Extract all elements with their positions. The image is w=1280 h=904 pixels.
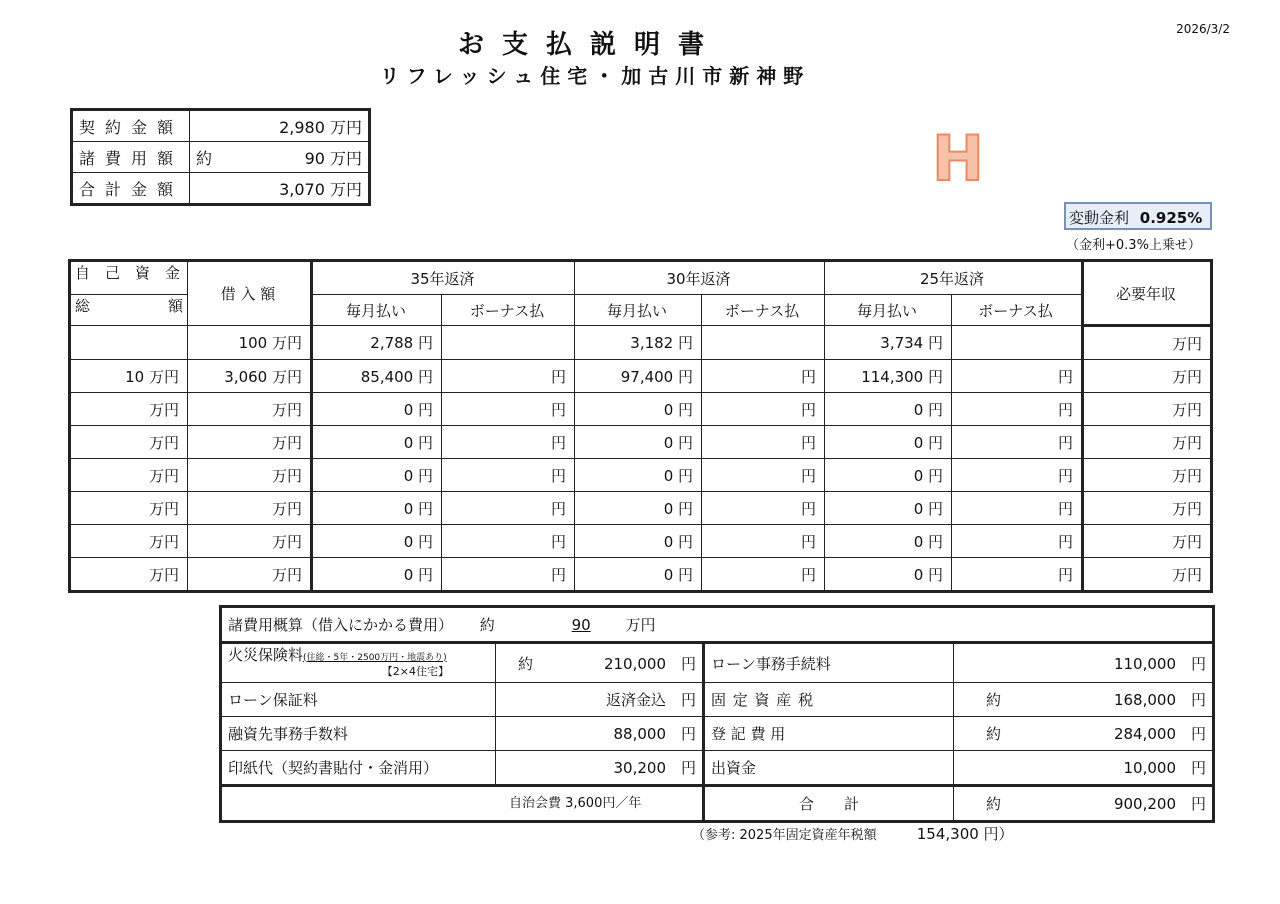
summary-label: 契約金額 <box>72 110 190 142</box>
registration-label: 登 記 費 用 <box>704 717 954 751</box>
price-summary-table <box>70 108 371 206</box>
cell-m30: 0 円 <box>575 393 702 426</box>
property-tax-value: 168,000 円 <box>1113 691 1206 709</box>
cell-inc: 万円 <box>1083 360 1212 393</box>
guarantee-row <box>221 683 1214 717</box>
cell-b35: 円 <box>442 426 575 459</box>
fire-insurance-detail2: 【2×4住宅】 <box>381 664 449 678</box>
cell-m35: 0 円 <box>312 393 442 426</box>
interest-rate-box <box>1064 202 1212 230</box>
property-tax-cell <box>954 683 1214 717</box>
fire-insurance-detail: (住総・5年・2500万円・地震あり) <box>303 652 447 663</box>
cell-b30: 円 <box>702 459 825 492</box>
cell-loan: 万円 <box>188 492 312 525</box>
cell-m35: 0 円 <box>312 492 442 525</box>
cell-b30: 円 <box>702 558 825 592</box>
cell-inc: 万円 <box>1083 459 1212 492</box>
cell-inc: 万円 <box>1083 326 1212 360</box>
cell-b35: 円 <box>442 459 575 492</box>
cell-b25: 円 <box>952 459 1083 492</box>
cell-b25: 円 <box>952 393 1083 426</box>
cell-b30: 円 <box>702 426 825 459</box>
cell-m30: 0 円 <box>575 492 702 525</box>
cell-loan: 万円 <box>188 459 312 492</box>
cell-m30: 3,182 円 <box>575 326 702 360</box>
fire-insurance-prefix: 約 <box>518 654 534 673</box>
cell-m25: 114,300 円 <box>825 360 952 393</box>
stamp-label: 印紙代（契約書貼付・金消用） <box>221 751 496 786</box>
cell-m25: 0 円 <box>825 558 952 592</box>
cell-own <box>70 326 188 360</box>
cell-m25: 0 円 <box>825 525 952 558</box>
total-label-left: 総 <box>75 297 91 315</box>
required-income-header: 必要年収 <box>1083 261 1212 326</box>
table-row <box>70 459 1212 492</box>
lender-fee-label: 融資先事務手数料 <box>221 717 496 751</box>
cell-m30: 0 円 <box>575 558 702 592</box>
property-tax-label: 固 定 資 産 税 <box>704 683 954 717</box>
cell-b35: 円 <box>442 558 575 592</box>
cell-m25: 0 円 <box>825 426 952 459</box>
header-row-1 <box>70 261 1212 295</box>
cell-m35: 0 円 <box>312 426 442 459</box>
cell-loan: 万円 <box>188 426 312 459</box>
cell-b25: 円 <box>952 426 1083 459</box>
cell-m35: 2,788 円 <box>312 326 442 360</box>
cell-m30: 0 円 <box>575 426 702 459</box>
term-30-header: 30年返済 <box>575 261 825 295</box>
cell-m25: 0 円 <box>825 459 952 492</box>
cell-m30: 0 円 <box>575 459 702 492</box>
capital-value: 10,000 円 <box>954 751 1214 786</box>
stamp-value: 30,200 円 <box>496 751 704 786</box>
cell-b30 <box>702 326 825 360</box>
rate-note: （金利+0.3%上乗せ） <box>1066 238 1201 253</box>
cell-m25: 0 円 <box>825 393 952 426</box>
repayment-table <box>68 259 1213 593</box>
summary-label: 合計金額 <box>72 173 190 205</box>
cell-loan: 万円 <box>188 558 312 592</box>
rate-value: 0.925% <box>1139 209 1203 227</box>
cell-b35: 円 <box>442 525 575 558</box>
cell-inc: 万円 <box>1083 492 1212 525</box>
cell-m35: 85,400 円 <box>312 360 442 393</box>
stamp-row <box>221 751 1214 786</box>
fire-insurance-value-cell <box>496 643 704 683</box>
table-row <box>70 360 1212 393</box>
summary-value: 90 万円 <box>224 142 370 173</box>
term-35-header: 35年返済 <box>312 261 575 295</box>
monthly-25-header: 毎月払い <box>825 295 952 326</box>
bonus-30-header: ボーナス払 <box>702 295 825 326</box>
property-tax-prefix: 約 <box>986 691 1002 709</box>
expenses-table <box>219 605 1215 823</box>
summary-label: 諸費用額 <box>72 142 190 173</box>
total-row <box>221 786 1214 822</box>
cell-m25: 3,734 円 <box>825 326 952 360</box>
total-prefix: 約 <box>986 795 1002 813</box>
registration-value: 284,000 円 <box>1113 725 1206 743</box>
total-value: 900,200 円 <box>1113 795 1206 813</box>
cell-inc: 万円 <box>1083 426 1212 459</box>
summary-value: 2,980 万円 <box>190 110 370 142</box>
total-cell <box>954 786 1214 822</box>
guarantee-label: ローン保証料 <box>221 683 496 717</box>
summary-row-contract <box>72 110 370 142</box>
cell-b30: 円 <box>702 393 825 426</box>
table-row <box>70 492 1212 525</box>
cell-m35: 0 円 <box>312 525 442 558</box>
cell-m25: 0 円 <box>825 492 952 525</box>
cell-own: 万円 <box>70 426 188 459</box>
expenses-head-unit: 万円 <box>625 616 656 634</box>
table-row <box>70 326 1212 360</box>
guarantee-value: 返済金込 円 <box>496 683 704 717</box>
expenses-head-value: 90 <box>571 616 591 634</box>
cell-b25: 円 <box>952 525 1083 558</box>
own-funds-header <box>70 261 188 295</box>
property-subtitle: リフレッシュ住宅・加古川市新神野 <box>379 64 811 88</box>
cell-b30: 円 <box>702 525 825 558</box>
cell-m35: 0 円 <box>312 558 442 592</box>
expenses-head <box>221 607 1214 643</box>
table-row <box>70 525 1212 558</box>
cell-inc: 万円 <box>1083 525 1212 558</box>
reference-value: 154,300 円） <box>916 825 1014 843</box>
cell-b30: 円 <box>702 492 825 525</box>
cell-own: 万円 <box>70 459 188 492</box>
bonus-25-header: ボーナス払 <box>952 295 1083 326</box>
cell-b35: 円 <box>442 393 575 426</box>
rate-label: 変動金利 <box>1069 209 1130 227</box>
cell-b35 <box>442 326 575 360</box>
total-label-right: 額 <box>167 297 183 315</box>
fire-insurance-label-cell <box>221 643 496 683</box>
cell-m30: 0 円 <box>575 525 702 558</box>
cell-b25: 円 <box>952 558 1083 592</box>
expenses-head-prefix: 約 <box>479 616 495 634</box>
cell-inc: 万円 <box>1083 393 1212 426</box>
cell-b30: 円 <box>702 360 825 393</box>
cell-loan: 3,060 万円 <box>188 360 312 393</box>
monthly-35-header: 毎月払い <box>312 295 442 326</box>
loan-amount-header: 借 入 額 <box>188 261 312 326</box>
cell-b35: 円 <box>442 492 575 525</box>
cell-b25 <box>952 326 1083 360</box>
cell-inc: 万円 <box>1083 558 1212 592</box>
cell-loan: 100 万円 <box>188 326 312 360</box>
loan-fee-label: ローン事務手続料 <box>704 643 954 683</box>
lender-fee-value: 88,000 円 <box>496 717 704 751</box>
document-title: お支払説明書 <box>457 30 722 60</box>
registration-cell <box>954 717 1214 751</box>
cell-b35: 円 <box>442 360 575 393</box>
summary-prefix: 約 <box>190 142 225 173</box>
cell-own: 10 万円 <box>70 360 188 393</box>
lender-fee-row <box>221 717 1214 751</box>
registration-prefix: 約 <box>986 725 1002 743</box>
monthly-30-header: 毎月払い <box>575 295 702 326</box>
term-25-header: 25年返済 <box>825 261 1083 295</box>
reference-note <box>692 823 1014 844</box>
cell-b25: 円 <box>952 360 1083 393</box>
cell-b25: 円 <box>952 492 1083 525</box>
total-label: 合 計 <box>704 786 954 822</box>
expenses-head-row <box>221 607 1214 643</box>
neighborhood-fee: 自治会費 3,600円／年 <box>509 796 642 811</box>
cell-own: 万円 <box>70 558 188 592</box>
summary-row-expenses <box>72 142 370 173</box>
total-header <box>70 295 188 326</box>
fire-insurance-label: 火災保険料 <box>228 645 304 664</box>
cell-own: 万円 <box>70 393 188 426</box>
table-row <box>70 393 1212 426</box>
summary-row-total <box>72 173 370 205</box>
table-row <box>70 426 1212 459</box>
cell-m30: 97,400 円 <box>575 360 702 393</box>
fire-insurance-value: 210,000 円 <box>603 654 696 673</box>
h-logo-mark: H <box>932 122 984 195</box>
cell-loan: 万円 <box>188 525 312 558</box>
document-date: 2026/3/2 <box>1176 22 1230 36</box>
cell-loan: 万円 <box>188 393 312 426</box>
cell-own: 万円 <box>70 492 188 525</box>
summary-value: 3,070 万円 <box>190 173 370 205</box>
table-row <box>70 558 1212 592</box>
expenses-head-label: 諸費用概算（借入にかかる費用） <box>228 616 454 634</box>
loan-fee-value: 110,000 円 <box>954 643 1214 683</box>
fire-insurance-row <box>221 643 1214 683</box>
capital-label: 出資金 <box>704 751 954 786</box>
bonus-35-header: ボーナス払 <box>442 295 575 326</box>
own-funds-label: 自 己 資 金 <box>75 264 183 282</box>
cell-m35: 0 円 <box>312 459 442 492</box>
cell-own: 万円 <box>70 525 188 558</box>
reference-label: （参考: 2025年固定資産年税額 <box>692 828 877 843</box>
